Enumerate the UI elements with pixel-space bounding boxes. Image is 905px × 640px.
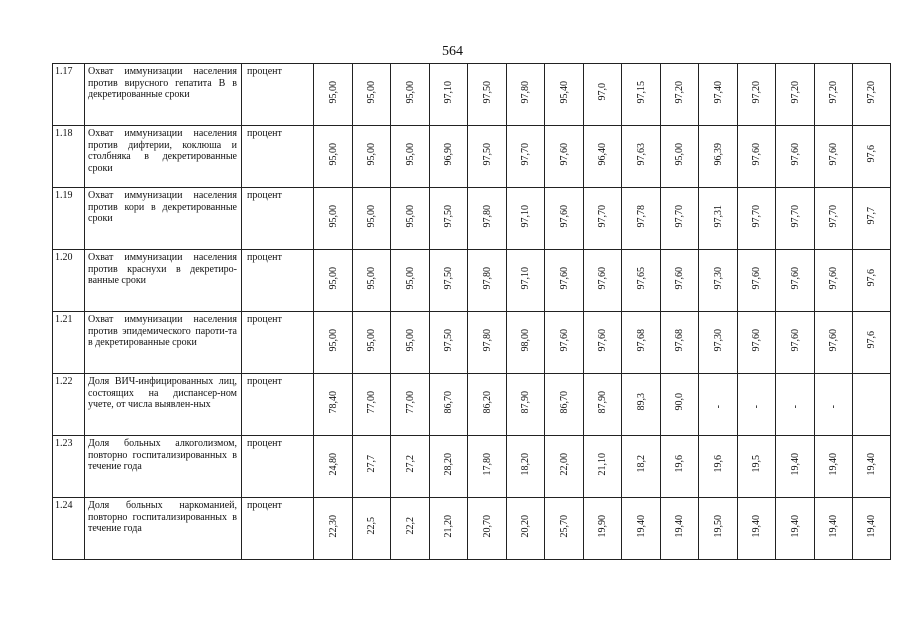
value-text: 97,10 bbox=[520, 266, 531, 290]
value-text: 97,0 bbox=[597, 83, 608, 101]
value-text: 96,39 bbox=[712, 142, 724, 166]
value-cell bbox=[776, 436, 815, 498]
value-text: 27,7 bbox=[366, 455, 377, 473]
value-cell bbox=[776, 250, 815, 312]
value-text: 97,60 bbox=[789, 266, 801, 290]
value-cell bbox=[468, 498, 507, 560]
value-cell bbox=[699, 312, 738, 374]
value-text: 18,2 bbox=[635, 455, 647, 473]
value-cell bbox=[699, 188, 738, 250]
value-text: 22,30 bbox=[327, 514, 339, 538]
value-text: 97,80 bbox=[481, 266, 493, 290]
value-text: 19,6 bbox=[712, 455, 724, 473]
value-cell bbox=[353, 250, 391, 312]
value-cell bbox=[545, 64, 584, 126]
value-text: 97,60 bbox=[558, 204, 570, 228]
value-text: 22,00 bbox=[558, 452, 570, 476]
value-text: 97,78 bbox=[635, 204, 647, 228]
value-cell bbox=[699, 126, 738, 188]
value-cell bbox=[738, 374, 776, 436]
table-row bbox=[53, 374, 891, 436]
value-text: 24,80 bbox=[327, 452, 339, 476]
value-cell bbox=[661, 250, 699, 312]
value-cell bbox=[738, 188, 776, 250]
table-row bbox=[53, 498, 891, 560]
value-cell bbox=[622, 374, 661, 436]
row-number: 1.17 bbox=[53, 64, 85, 126]
unit-cell: процент bbox=[242, 126, 314, 188]
value-cell bbox=[776, 126, 815, 188]
value-cell bbox=[853, 188, 891, 250]
unit-cell: процент bbox=[242, 312, 314, 374]
value-text: 97,60 bbox=[828, 328, 839, 352]
value-text: 97,60 bbox=[558, 328, 570, 352]
value-text: 97,10 bbox=[520, 204, 531, 228]
value-text: 95,40 bbox=[558, 80, 570, 104]
value-cell bbox=[353, 126, 391, 188]
value-cell bbox=[468, 64, 507, 126]
value-cell bbox=[468, 374, 507, 436]
value-cell bbox=[507, 312, 545, 374]
value-cell bbox=[507, 374, 545, 436]
value-cell bbox=[699, 64, 738, 126]
value-cell bbox=[391, 64, 430, 126]
value-cell bbox=[314, 374, 353, 436]
row-number: 1.22 bbox=[53, 374, 85, 436]
value-text: 96,40 bbox=[597, 142, 608, 166]
value-text: - bbox=[712, 405, 724, 409]
value-cell bbox=[622, 498, 661, 560]
unit-cell: процент bbox=[242, 64, 314, 126]
value-text: 97,63 bbox=[635, 142, 647, 166]
value-text: 97,60 bbox=[558, 266, 570, 290]
value-text: 97,68 bbox=[674, 328, 685, 352]
value-cell bbox=[430, 498, 468, 560]
value-text: 18,20 bbox=[520, 452, 531, 476]
value-text: 97,10 bbox=[443, 80, 454, 104]
value-text: 97,30 bbox=[712, 266, 724, 290]
value-text: 97,70 bbox=[751, 204, 762, 228]
value-cell bbox=[353, 312, 391, 374]
value-text: 87,90 bbox=[597, 390, 608, 414]
value-text: 21,10 bbox=[597, 452, 608, 476]
value-cell bbox=[314, 498, 353, 560]
value-cell bbox=[776, 498, 815, 560]
unit-cell: процент bbox=[242, 188, 314, 250]
value-text: 95,00 bbox=[404, 142, 416, 166]
unit-cell: процент bbox=[242, 250, 314, 312]
value-cell bbox=[815, 188, 853, 250]
value-text: - bbox=[828, 405, 839, 409]
value-text: 22,2 bbox=[404, 517, 416, 535]
value-text: 96,90 bbox=[443, 142, 454, 166]
value-text: 95,00 bbox=[366, 328, 377, 352]
value-text: 97,20 bbox=[789, 80, 801, 104]
value-cell bbox=[661, 64, 699, 126]
value-text: 19,50 bbox=[712, 514, 724, 538]
value-text: 97,20 bbox=[866, 80, 877, 104]
value-text: 97,65 bbox=[635, 266, 647, 290]
value-cell bbox=[661, 436, 699, 498]
value-cell bbox=[353, 374, 391, 436]
value-cell bbox=[391, 374, 430, 436]
value-cell bbox=[738, 312, 776, 374]
value-cell bbox=[545, 374, 584, 436]
value-text: 97,15 bbox=[635, 80, 647, 104]
value-cell bbox=[430, 64, 468, 126]
value-cell bbox=[699, 250, 738, 312]
value-cell bbox=[584, 374, 622, 436]
row-number: 1.19 bbox=[53, 188, 85, 250]
value-cell bbox=[661, 188, 699, 250]
value-text: 97,70 bbox=[597, 204, 608, 228]
value-cell bbox=[738, 126, 776, 188]
indicator-table bbox=[52, 63, 891, 560]
value-cell bbox=[584, 436, 622, 498]
value-text: 86,70 bbox=[558, 390, 570, 414]
value-cell bbox=[661, 374, 699, 436]
value-text: 97,20 bbox=[828, 80, 839, 104]
value-text: 19,40 bbox=[866, 452, 877, 476]
row-number: 1.21 bbox=[53, 312, 85, 374]
value-cell bbox=[853, 374, 891, 436]
value-text: 97,60 bbox=[789, 328, 801, 352]
value-text: 19,6 bbox=[674, 455, 685, 473]
value-text: 95,00 bbox=[366, 80, 377, 104]
value-cell bbox=[468, 126, 507, 188]
value-text: 95,00 bbox=[327, 266, 339, 290]
value-text: 90,0 bbox=[674, 393, 685, 411]
indicator-name: Охват иммунизации населения против вирусного гепатита В в декретированные сроки bbox=[85, 64, 242, 126]
value-cell bbox=[584, 126, 622, 188]
value-text: 89,3 bbox=[635, 393, 647, 411]
value-cell bbox=[699, 436, 738, 498]
value-text: 97,50 bbox=[481, 80, 493, 104]
value-cell bbox=[314, 312, 353, 374]
value-cell bbox=[815, 126, 853, 188]
value-text: 19,40 bbox=[635, 514, 647, 538]
value-cell bbox=[545, 126, 584, 188]
value-cell bbox=[507, 498, 545, 560]
value-text: 21,20 bbox=[443, 514, 454, 538]
value-cell bbox=[738, 498, 776, 560]
value-cell bbox=[314, 250, 353, 312]
unit-cell: процент bbox=[242, 436, 314, 498]
value-cell bbox=[584, 188, 622, 250]
value-cell bbox=[507, 64, 545, 126]
value-cell bbox=[314, 126, 353, 188]
value-text: 97,60 bbox=[789, 142, 801, 166]
value-cell bbox=[391, 498, 430, 560]
value-text: 97,60 bbox=[597, 328, 608, 352]
value-text: 97,70 bbox=[674, 204, 685, 228]
value-text: 97,70 bbox=[789, 204, 801, 228]
value-text: 97,31 bbox=[712, 204, 724, 228]
value-text: 20,20 bbox=[520, 514, 531, 538]
value-text: 97,60 bbox=[558, 142, 570, 166]
indicator-name: Доля больных наркоманией, повторно госпитализированных в течение года bbox=[85, 498, 242, 560]
row-number: 1.23 bbox=[53, 436, 85, 498]
value-cell bbox=[507, 188, 545, 250]
value-cell bbox=[468, 436, 507, 498]
value-text: 95,00 bbox=[674, 142, 685, 166]
value-text: 19,5 bbox=[751, 455, 762, 473]
value-cell bbox=[430, 188, 468, 250]
value-text: 19,40 bbox=[828, 452, 839, 476]
indicator-name: Охват иммунизации населения против эпидемического пароти-та в декретированные сроки bbox=[85, 312, 242, 374]
value-text: 97,60 bbox=[751, 142, 762, 166]
value-cell bbox=[391, 312, 430, 374]
value-cell bbox=[661, 498, 699, 560]
value-text: 95,00 bbox=[404, 266, 416, 290]
value-text: 98,00 bbox=[520, 328, 531, 352]
row-number: 1.24 bbox=[53, 498, 85, 560]
value-cell bbox=[353, 498, 391, 560]
value-text: 27,2 bbox=[404, 455, 416, 473]
value-cell bbox=[430, 250, 468, 312]
value-text: - bbox=[751, 405, 762, 409]
value-text: 95,00 bbox=[366, 204, 377, 228]
value-cell bbox=[314, 436, 353, 498]
value-cell bbox=[507, 250, 545, 312]
value-text: 97,50 bbox=[481, 142, 493, 166]
value-cell bbox=[622, 436, 661, 498]
table-row bbox=[53, 126, 891, 188]
value-text: 97,80 bbox=[481, 204, 493, 228]
value-cell bbox=[430, 436, 468, 498]
value-text: 17,80 bbox=[481, 452, 493, 476]
value-cell bbox=[584, 64, 622, 126]
value-cell bbox=[545, 188, 584, 250]
indicator-name: Доля больных алкоголизмом, повторно госпитализированных в течение года bbox=[85, 436, 242, 498]
value-cell bbox=[853, 250, 891, 312]
row-number: 1.18 bbox=[53, 126, 85, 188]
value-text: 97,60 bbox=[828, 266, 839, 290]
value-cell bbox=[507, 126, 545, 188]
value-cell bbox=[545, 436, 584, 498]
value-text: 19,40 bbox=[789, 514, 801, 538]
value-text: 97,30 bbox=[712, 328, 724, 352]
value-text: 25,70 bbox=[558, 514, 570, 538]
value-text: 95,00 bbox=[404, 328, 416, 352]
value-text: 97,80 bbox=[520, 80, 531, 104]
value-text: 22,5 bbox=[366, 517, 377, 535]
value-cell bbox=[430, 126, 468, 188]
value-text: 95,00 bbox=[327, 80, 339, 104]
value-cell bbox=[622, 250, 661, 312]
unit-cell: процент bbox=[242, 498, 314, 560]
indicator-name: Охват иммунизации населения против краснухи в декретиро-ванные сроки bbox=[85, 250, 242, 312]
value-cell bbox=[584, 498, 622, 560]
value-text: 97,70 bbox=[828, 204, 839, 228]
value-cell bbox=[353, 188, 391, 250]
value-text: 97,50 bbox=[443, 204, 454, 228]
value-text: 95,00 bbox=[327, 204, 339, 228]
value-text: 97,7 bbox=[866, 207, 877, 225]
value-cell bbox=[661, 126, 699, 188]
unit-cell: процент bbox=[242, 374, 314, 436]
value-cell bbox=[815, 498, 853, 560]
value-text: 97,80 bbox=[481, 328, 493, 352]
value-text: 97,60 bbox=[751, 328, 762, 352]
value-cell bbox=[815, 374, 853, 436]
value-text: 19,40 bbox=[828, 514, 839, 538]
value-cell bbox=[776, 64, 815, 126]
value-text: 19,40 bbox=[751, 514, 762, 538]
value-text: 19,40 bbox=[674, 514, 685, 538]
value-cell bbox=[353, 64, 391, 126]
value-cell bbox=[699, 498, 738, 560]
value-cell bbox=[776, 312, 815, 374]
value-text: 86,20 bbox=[481, 390, 493, 414]
value-cell bbox=[738, 64, 776, 126]
value-text: 19,90 bbox=[597, 514, 608, 538]
value-cell bbox=[622, 188, 661, 250]
value-cell bbox=[545, 312, 584, 374]
value-text: 19,40 bbox=[789, 452, 801, 476]
value-text: 28,20 bbox=[443, 452, 454, 476]
value-cell bbox=[391, 126, 430, 188]
value-text: 77,00 bbox=[366, 390, 377, 414]
value-text: 19,40 bbox=[866, 514, 877, 538]
value-text: 95,00 bbox=[327, 328, 339, 352]
value-text: - bbox=[789, 405, 801, 409]
value-text: 86,70 bbox=[443, 390, 454, 414]
value-text: 95,00 bbox=[327, 142, 339, 166]
value-text: 95,00 bbox=[366, 266, 377, 290]
value-cell bbox=[853, 126, 891, 188]
value-text: 97,6 bbox=[866, 269, 877, 287]
value-cell bbox=[815, 250, 853, 312]
value-cell bbox=[622, 64, 661, 126]
value-cell bbox=[584, 312, 622, 374]
value-cell bbox=[545, 250, 584, 312]
value-text: 97,50 bbox=[443, 266, 454, 290]
table-row bbox=[53, 436, 891, 498]
value-text: 78,40 bbox=[327, 390, 339, 414]
value-cell bbox=[507, 436, 545, 498]
value-cell bbox=[776, 374, 815, 436]
value-cell bbox=[545, 498, 584, 560]
value-text: 97,20 bbox=[674, 80, 685, 104]
value-text: 97,60 bbox=[751, 266, 762, 290]
value-text: 97,60 bbox=[828, 142, 839, 166]
value-cell bbox=[391, 188, 430, 250]
indicator-name: Охват иммунизации населения против дифтерии, коклюша и столбняка в декретированные сроки bbox=[85, 126, 242, 188]
value-cell bbox=[815, 312, 853, 374]
value-cell bbox=[391, 250, 430, 312]
value-text: 97,6 bbox=[866, 331, 877, 349]
value-text: 95,00 bbox=[404, 80, 416, 104]
value-cell bbox=[815, 436, 853, 498]
value-cell bbox=[353, 436, 391, 498]
page-number: 564 bbox=[442, 44, 463, 59]
value-text: 97,40 bbox=[712, 80, 724, 104]
value-cell bbox=[853, 498, 891, 560]
value-text: 97,6 bbox=[866, 145, 877, 163]
value-cell bbox=[468, 188, 507, 250]
value-text: 97,70 bbox=[520, 142, 531, 166]
table-row bbox=[53, 312, 891, 374]
value-cell bbox=[699, 374, 738, 436]
value-text: 97,50 bbox=[443, 328, 454, 352]
value-cell bbox=[468, 312, 507, 374]
value-cell bbox=[430, 374, 468, 436]
value-text: 95,00 bbox=[404, 204, 416, 228]
value-text: 95,00 bbox=[366, 142, 377, 166]
value-text: 77,00 bbox=[404, 390, 416, 414]
indicator-name: Охват иммунизации населения против кори в декретированные сроки bbox=[85, 188, 242, 250]
value-cell bbox=[622, 126, 661, 188]
indicator-name: Доля ВИЧ-инфицированных лиц, состоящих на диспансер-ном учете, от числа выявлен-ных bbox=[85, 374, 242, 436]
table-row bbox=[53, 188, 891, 250]
value-cell bbox=[738, 250, 776, 312]
value-cell bbox=[622, 312, 661, 374]
value-cell bbox=[584, 250, 622, 312]
row-number: 1.20 bbox=[53, 250, 85, 312]
value-cell bbox=[661, 312, 699, 374]
table-row bbox=[53, 250, 891, 312]
value-cell bbox=[738, 436, 776, 498]
value-text: 20,70 bbox=[481, 514, 493, 538]
value-text: 97,68 bbox=[635, 328, 647, 352]
value-text: 87,90 bbox=[520, 390, 531, 414]
value-cell bbox=[853, 64, 891, 126]
value-cell bbox=[853, 312, 891, 374]
value-cell bbox=[314, 188, 353, 250]
value-text: 97,60 bbox=[674, 266, 685, 290]
value-cell bbox=[468, 250, 507, 312]
value-cell bbox=[776, 188, 815, 250]
value-cell bbox=[430, 312, 468, 374]
value-cell bbox=[815, 64, 853, 126]
value-cell bbox=[314, 64, 353, 126]
table-row bbox=[53, 64, 891, 126]
value-text: 97,20 bbox=[751, 80, 762, 104]
value-cell bbox=[853, 436, 891, 498]
value-text: 97,60 bbox=[597, 266, 608, 290]
value-cell bbox=[391, 436, 430, 498]
